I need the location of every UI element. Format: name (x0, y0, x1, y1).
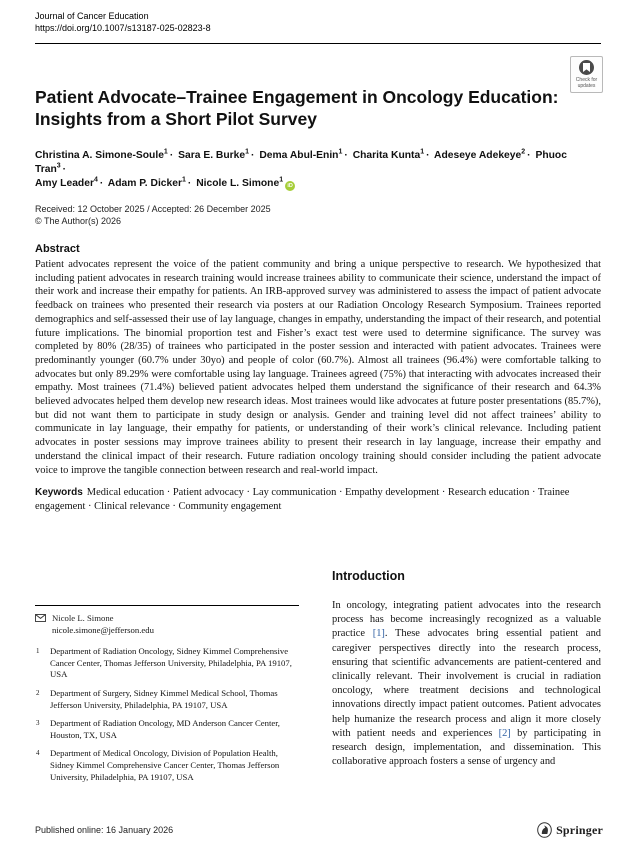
citation-1[interactable]: [1] (372, 628, 385, 640)
author: Adeseye Adekeye$^2$ · (434, 148, 531, 161)
author-list (35, 149, 601, 191)
introduction-heading: Introduction (332, 569, 405, 583)
article-title (35, 86, 601, 130)
journal-name: Journal of Cancer Education (35, 11, 149, 21)
author-corresponding: Nicole L. Simone$^1$ (196, 176, 284, 189)
header-divider (35, 43, 601, 44)
keywords-line (35, 486, 601, 513)
springer-wordmark: Springer (556, 822, 603, 837)
intro-paragraph-part: In oncology, integrating patient advocates into the research process has become increasingly recognized as a valuable practice (332, 600, 601, 640)
abstract-text: Patient advocates represent the voice of the patient community and bring a unique perspective to research. We hypothesized that including patient advocates in research training would increase trainees ability to communicate their science, understand the impact of their work and increase their empathy for patients. An IRB-approved survey was administered to assess the impact of patient advocate feedback on trainees who presented their research via posters at our Radiation Oncology Research Symposium. Trainees reported demographics and self-assessed their use of lay language, changes in empathy, understanding the impact of their research, and potential future implications. The binomial proportion test and Fisher’s exact test were used to determine significance. The survey was completed by 80% (28/35) of trainees who participated in the poster session and interacted with patient advocates. Trainees were predominantly younger (60.7% under 30yo) and people of color (60.7%). Almost all trainees (96.4%) were comfortable talking to advocates but only 89.29% were comfortable using lay language. Trainees agreed (75%) that interacting with advocates increased their empathy. Most trainees (71.4%) believed patient advocates helped them understand the significance of their research and 64.3% believed advocates helped them develop new research ideas. Most trainees would like advocates at future poster presentations (85.7%), but did not want them to participate in study design or analysis. Gender and training level did not affect trainees’ ability to communicate in lay language, their empathy for patients, or understanding of their work’s clinical relevance. Including patient advocates in poster sessions may improve trainees ability to present their research in lay language, increase their empathy and understand the clinical impact of their research. Future radiation oncology training should consider including the patient advocate voice to improve the tangible connection between research and real-world impact. (35, 259, 601, 476)
corresponding-author-email[interactable]: nicole.simone@jefferson.edu (52, 624, 154, 635)
introduction-column (332, 565, 601, 769)
keywords-text: Medical education · Patient advocacy · Lay communication · Empathy development · Research education · Trainee engagement · Clinical relevance · Community engagement (35, 487, 570, 512)
page-header (35, 10, 601, 34)
published-online: Published online: 16 January 2026 (35, 825, 174, 835)
footnote-divider (35, 605, 299, 606)
citation-2[interactable]: [2] (498, 727, 511, 739)
author-line-1 (35, 149, 601, 177)
copyright-line: © The Author(s) 2026 (35, 216, 122, 226)
author: Adam P. Dicker$^1$ · (107, 176, 192, 189)
affiliation: 1 Department of Radiation Oncology, Sidney Kimmel Comprehensive Cancer Center, Thomas Jefferson University, Philadelphia, PA 19107, USA (36, 646, 292, 680)
article-title-line2: Insights from a Short Pilot Survey (35, 109, 317, 129)
intro-paragraph-part: by participating in research design, implementation, and dissemination. This collaborative approach fosters a sense of urgency and (332, 727, 601, 768)
introduction-text (332, 599, 601, 769)
doi-link[interactable]: https://doi.org/10.1007/s13187-025-02823-8 (35, 23, 211, 33)
author: Dema Abul-Enin$^1$ · (259, 148, 348, 161)
article-title-line1: Patient Advocate–Trainee Engagement in Oncology Education: (35, 87, 559, 107)
author: Sara E. Burke$^1$ · (178, 148, 255, 161)
springer-logo (537, 822, 603, 838)
author: Phuoc Tran$^3$ · (35, 150, 567, 175)
intro-paragraph-part: . These advocates bring essential patient and caregiver perspectives directly into the research process, ensuring that scientific advancements are patient-centered and clinically relevant. Their involvement is crucial in radiation oncology, where treatment decisions and technological innovations directly impact patient outcomes. Patient advocates help humanize the research process and align it more closely with patient needs and experiences (332, 628, 602, 739)
envelope-icon (35, 614, 46, 626)
affiliation-list (35, 646, 299, 783)
author: Amy Leader$^4$ · (35, 176, 104, 189)
affiliation: 3 Department of Radiation Oncology, MD Anderson Cancer Center, Houston, TX, USA (36, 718, 280, 740)
front-matter (35, 243, 601, 514)
two-column-area (35, 565, 601, 800)
springer-knight-icon (537, 822, 552, 838)
article-dates (35, 203, 601, 227)
affiliation: 2 Department of Surgery, Sidney Kimmel Medical School, Thomas Jefferson University, Philadelphia, PA 19107, USA (36, 687, 278, 710)
check-for-updates-label: Check for updates (575, 77, 598, 89)
author-line-2 (35, 177, 601, 191)
orcid-icon[interactable]: iD (285, 181, 295, 191)
page-footer (35, 822, 603, 838)
author: Christina A. Simone-Soule$^1$ · (35, 148, 174, 161)
correspondence-block (35, 613, 299, 636)
footnote-column (35, 565, 299, 790)
bookmark-icon (582, 63, 591, 73)
abstract-heading: Abstract (35, 243, 80, 255)
crossmark-icon (579, 60, 594, 75)
keywords-label: Keywords (35, 487, 83, 499)
received-accepted: Received: 12 October 2025 / Accepted: 26 December 2025 (35, 204, 271, 214)
affiliation: 4 Department of Medical Oncology, Division of Population Health, Sidney Kimmel Comprehensive Cancer Center, Thomas Jefferson University, Philadelphia, PA 19107, USA (36, 748, 280, 782)
author: Charita Kunta$^1$ · (352, 148, 430, 161)
corresponding-author-name: Nicole L. Simone (52, 613, 114, 623)
